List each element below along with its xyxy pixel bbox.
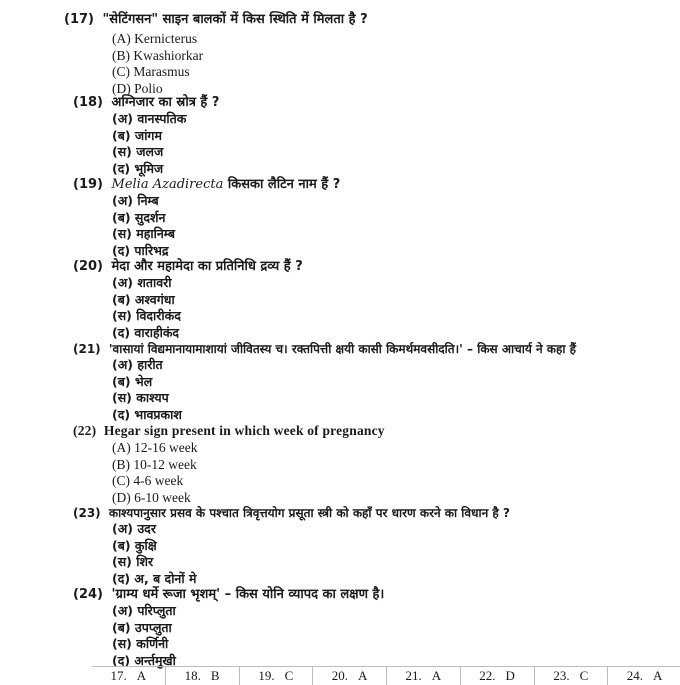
answer-letter: A [358,668,368,683]
options-22 [112,440,197,506]
answer-cell [92,667,166,685]
options-21 [112,357,182,423]
question-text: 'वासायां विद्यमानायामाशायां जीवितस्य च। रक्तपित्ती क्षयी कासी किमर्थमवसीदति।' – किस आचार्य ने कहा हैं [108,342,577,356]
options-19 [112,193,175,259]
option-d: (D) 6-10 week [112,489,191,505]
option-d: (द) अ, ब दोनों मे [112,570,197,586]
options-23 [112,521,196,587]
answer-qnum: 24. [626,668,644,683]
option-a: (A) 12-16 week [112,440,198,455]
question-number: (24) [73,587,103,602]
option-b: (ब) कुक्षि [112,537,157,553]
answer-cell [387,667,461,685]
option-d: (द) भावप्रकाश [112,406,182,422]
question-text: अग्निजार का स्रोत्र हैं ? [111,95,220,110]
answer-cell [313,667,387,685]
question-number: (20) [73,259,103,274]
latin-name: Melia Azadirecta [111,177,224,192]
option-c: (C) Marasmus [112,64,190,79]
answer-letter: B [210,668,220,683]
options-24 [112,603,176,669]
answer-key [92,666,680,685]
question-number: (18) [73,95,103,110]
option-c: (स) महानिम्ब [112,226,175,241]
option-c: (स) विदारीकंद [112,308,181,323]
option-d: (D) Polio [112,80,163,96]
option-b: (B) Kwashiorkar [112,47,204,63]
answer-qnum: 20. [331,668,349,683]
question-text: किसका लैटिन नाम हैं ? [227,177,341,192]
answer-cell [461,667,535,685]
option-d: (द) पारिभद्र [112,242,169,258]
question-18 [73,95,219,111]
option-a: (A) Kernicterus [112,31,198,46]
option-a: (अ) हारीत [112,357,163,372]
answer-letter: A [653,668,663,683]
option-c: (स) काश्यप [112,390,169,405]
answer-qnum: 21. [405,668,422,683]
question-text: 'ग्राम्य धर्मे रूजा भृशम्' – किस योनि व्यापद का लक्षण है। [111,587,385,602]
question-text: "सेटिंगसन" साइन बालकों में किस स्थिति में मिलता है ? [102,12,368,27]
option-c: (स) शिर [112,554,154,569]
options-17 [112,31,203,97]
option-a: (अ) शतावरी [112,275,172,290]
question-19 [73,177,340,193]
option-a: (अ) निम्ब [112,193,159,208]
answer-cell [240,667,314,685]
question-number: (17) [64,12,94,27]
question-21 [73,341,576,357]
question-20 [73,259,303,275]
question-24 [73,587,384,603]
question-number: (22) [73,423,97,438]
option-d: (द) अर्न्तमुखी [112,652,176,668]
answer-letter: C [579,668,589,683]
answer-letter: A [136,668,147,683]
answer-letter: C [284,668,294,683]
option-b: (ब) जांगम [112,127,162,143]
option-a: (अ) परिप्लुता [112,603,176,618]
options-18 [112,111,186,177]
option-c: (स) जलज [112,144,164,159]
question-text: काश्यपानुसार प्रसव के पश्चात त्रिवृत्तयोग प्रसूता स्त्री को कहाँ पर धारण करने का विधान है ? [108,506,510,520]
option-b: (ब) सुदर्शन [112,209,166,225]
option-a: (अ) वानस्पतिक [112,111,187,126]
option-b: (ब) अश्वगंधा [112,291,175,307]
question-23 [73,505,510,521]
answer-qnum: 18. [184,668,201,683]
options-20 [112,275,181,341]
question-number: (21) [73,342,101,356]
option-b: (B) 10-12 week [112,456,197,472]
answer-cell [608,667,680,685]
option-d: (द) भूमिज [112,160,164,176]
option-b: (ब) उपप्लुता [112,619,172,635]
question-17 [64,12,368,28]
option-d: (द) वाराहीकंद [112,324,180,340]
answer-qnum: 22. [479,668,496,683]
option-c: (स) कर्णिनी [112,636,169,651]
question-text: मेदा और महामेदा का प्रतिनिधि द्रव्य हैं ? [111,259,303,274]
question-number: (23) [73,506,101,520]
answer-qnum: 19. [258,668,275,683]
answer-cell [535,667,609,685]
option-a: (अ) उदर [112,521,156,536]
question-22 [73,423,385,439]
question-number: (19) [73,177,103,192]
answer-qnum: 17. [110,668,127,683]
question-text: Hegar sign present in which week of pregnancy [103,423,385,438]
option-b: (ब) भेल [112,373,153,389]
option-c: (C) 4-6 week [112,473,184,488]
answer-cell [166,667,240,685]
answer-letter: D [505,668,515,683]
answer-qnum: 23. [553,668,570,683]
answer-letter: A [431,668,442,683]
